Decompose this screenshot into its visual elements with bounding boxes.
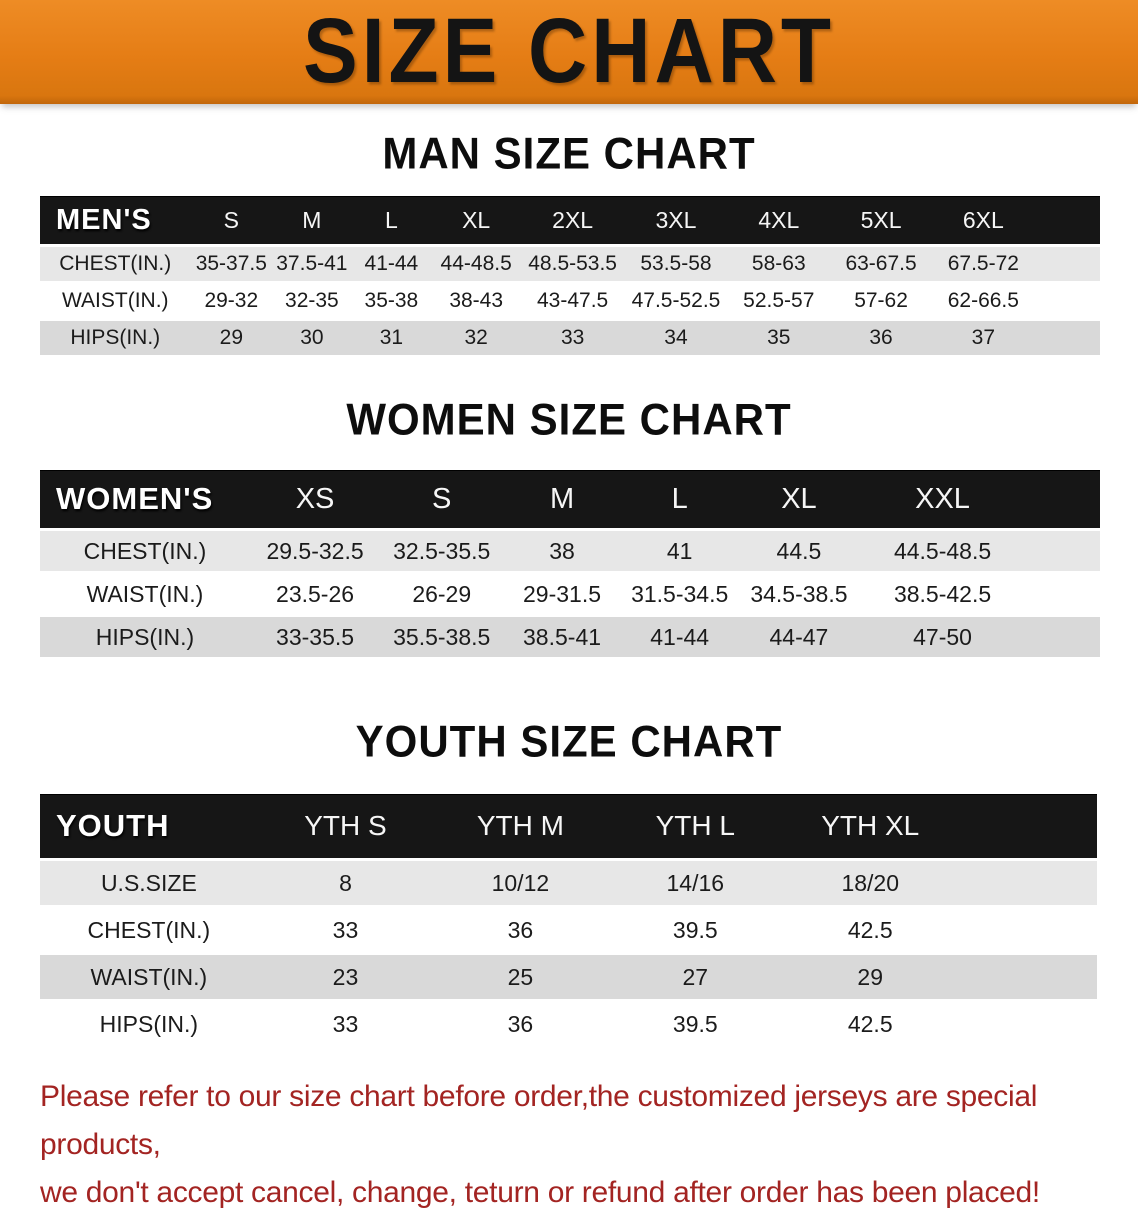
disclaimer-note xyxy=(40,1073,1138,1217)
size-header-cell: YTH L xyxy=(608,794,783,858)
measure-row xyxy=(40,247,1100,281)
value-cell: 47.5-52.5 xyxy=(624,284,728,318)
size-header-cell: 3XL xyxy=(624,196,728,244)
row-label: WAIST(IN.) xyxy=(40,955,258,999)
value-cell: 47-50 xyxy=(859,617,1025,657)
row-label: CHEST(IN.) xyxy=(40,531,250,571)
value-cell: 33 xyxy=(258,1002,433,1046)
size-header-cell: M xyxy=(272,196,352,244)
size-header-cell: YTH XL xyxy=(783,794,957,858)
value-cell: 39.5 xyxy=(608,908,783,952)
table-header-row xyxy=(40,794,1097,858)
row-label: U.S.SIZE xyxy=(40,861,258,905)
row-spacer-cell xyxy=(1034,284,1100,318)
value-cell: 52.5-57 xyxy=(728,284,830,318)
measure-row xyxy=(40,861,1097,905)
value-cell: 29.5-32.5 xyxy=(250,531,380,571)
size-header-cell: L xyxy=(621,470,739,528)
value-cell: 38.5-41 xyxy=(503,617,621,657)
value-cell: 44-47 xyxy=(739,617,860,657)
measure-row xyxy=(40,321,1100,355)
row-spacer-cell xyxy=(957,908,1097,952)
size-header-cell: S xyxy=(191,196,273,244)
value-cell: 29-32 xyxy=(191,284,273,318)
value-cell: 35.5-38.5 xyxy=(380,617,503,657)
value-cell: 26-29 xyxy=(380,574,503,614)
banner xyxy=(0,0,1138,104)
table-header-row xyxy=(40,470,1100,528)
row-label: CHEST(IN.) xyxy=(40,908,258,952)
value-cell: 33 xyxy=(521,321,624,355)
value-cell: 41-44 xyxy=(352,247,432,281)
row-spacer-cell xyxy=(957,861,1097,905)
disclaimer-line-2: we don't accept cancel, change, teturn or refund after order has been placed! xyxy=(40,1176,1040,1209)
value-cell: 39.5 xyxy=(608,1002,783,1046)
table-title-cell: YOUTH xyxy=(40,794,258,858)
value-cell: 57-62 xyxy=(830,284,933,318)
value-cell: 29 xyxy=(783,955,957,999)
value-cell: 23.5-26 xyxy=(250,574,380,614)
measure-row xyxy=(40,1002,1097,1046)
row-label: WAIST(IN.) xyxy=(40,284,191,318)
value-cell: 48.5-53.5 xyxy=(521,247,624,281)
header-spacer-cell xyxy=(957,794,1097,858)
value-cell: 44-48.5 xyxy=(431,247,521,281)
measure-row xyxy=(40,617,1100,657)
value-cell: 10/12 xyxy=(433,861,607,905)
row-spacer-cell xyxy=(957,955,1097,999)
value-cell: 67.5-72 xyxy=(932,247,1034,281)
row-spacer-cell xyxy=(957,1002,1097,1046)
value-cell: 58-63 xyxy=(728,247,830,281)
value-cell: 33-35.5 xyxy=(250,617,380,657)
size-header-cell: XS xyxy=(250,470,380,528)
value-cell: 27 xyxy=(608,955,783,999)
size-header-cell: 4XL xyxy=(728,196,830,244)
size-header-cell: XL xyxy=(739,470,860,528)
row-spacer-cell xyxy=(1026,531,1100,571)
value-cell: 38 xyxy=(503,531,621,571)
value-cell: 44.5 xyxy=(739,531,860,571)
value-cell: 38-43 xyxy=(431,284,521,318)
value-cell: 43-47.5 xyxy=(521,284,624,318)
measure-row xyxy=(40,955,1097,999)
row-label: HIPS(IN.) xyxy=(40,617,250,657)
header-spacer-cell xyxy=(1034,196,1100,244)
value-cell: 42.5 xyxy=(783,908,957,952)
value-cell: 36 xyxy=(433,908,607,952)
row-spacer-cell xyxy=(1026,617,1100,657)
youth-section-heading: YOUTH SIZE CHART xyxy=(355,716,783,767)
men-size-table xyxy=(40,193,1100,358)
disclaimer-line-1: Please refer to our size chart before order,the customized jerseys are special products, xyxy=(40,1080,1038,1161)
page-title: SIZE CHART xyxy=(303,0,835,103)
value-cell: 34.5-38.5 xyxy=(739,574,860,614)
size-header-cell: 6XL xyxy=(932,196,1034,244)
size-header-cell: 5XL xyxy=(830,196,933,244)
value-cell: 44.5-48.5 xyxy=(859,531,1025,571)
value-cell: 25 xyxy=(433,955,607,999)
value-cell: 35-37.5 xyxy=(191,247,273,281)
value-cell: 38.5-42.5 xyxy=(859,574,1025,614)
value-cell: 30 xyxy=(272,321,352,355)
value-cell: 32-35 xyxy=(272,284,352,318)
row-label: WAIST(IN.) xyxy=(40,574,250,614)
size-header-cell: L xyxy=(352,196,432,244)
size-header-cell: M xyxy=(503,470,621,528)
women-size-table xyxy=(40,467,1100,660)
value-cell: 41-44 xyxy=(621,617,739,657)
value-cell: 29 xyxy=(191,321,273,355)
row-spacer-cell xyxy=(1034,321,1100,355)
size-header-cell: 2XL xyxy=(521,196,624,244)
row-spacer-cell xyxy=(1026,574,1100,614)
value-cell: 36 xyxy=(830,321,933,355)
value-cell: 8 xyxy=(258,861,433,905)
measure-row xyxy=(40,574,1100,614)
value-cell: 31 xyxy=(352,321,432,355)
value-cell: 37.5-41 xyxy=(272,247,352,281)
value-cell: 32.5-35.5 xyxy=(380,531,503,571)
value-cell: 37 xyxy=(932,321,1034,355)
measure-row xyxy=(40,908,1097,952)
value-cell: 36 xyxy=(433,1002,607,1046)
value-cell: 18/20 xyxy=(783,861,957,905)
value-cell: 29-31.5 xyxy=(503,574,621,614)
value-cell: 31.5-34.5 xyxy=(621,574,739,614)
table-header-row xyxy=(40,196,1100,244)
value-cell: 33 xyxy=(258,908,433,952)
size-header-cell: XXL xyxy=(859,470,1025,528)
table-title-cell: WOMEN'S xyxy=(40,470,250,528)
value-cell: 35 xyxy=(728,321,830,355)
header-spacer-cell xyxy=(1026,470,1100,528)
measure-row xyxy=(40,531,1100,571)
youth-size-table xyxy=(40,791,1097,1049)
value-cell: 53.5-58 xyxy=(624,247,728,281)
value-cell: 32 xyxy=(431,321,521,355)
women-section-heading: WOMEN SIZE CHART xyxy=(346,394,792,445)
size-header-cell: XL xyxy=(431,196,521,244)
row-spacer-cell xyxy=(1034,247,1100,281)
row-label: CHEST(IN.) xyxy=(40,247,191,281)
value-cell: 62-66.5 xyxy=(932,284,1034,318)
row-label: HIPS(IN.) xyxy=(40,1002,258,1046)
value-cell: 63-67.5 xyxy=(830,247,933,281)
row-label: HIPS(IN.) xyxy=(40,321,191,355)
size-header-cell: YTH M xyxy=(433,794,607,858)
value-cell: 35-38 xyxy=(352,284,432,318)
value-cell: 42.5 xyxy=(783,1002,957,1046)
men-section-heading: MAN SIZE CHART xyxy=(382,128,756,179)
size-header-cell: S xyxy=(380,470,503,528)
table-title-cell: MEN'S xyxy=(40,196,191,244)
value-cell: 23 xyxy=(258,955,433,999)
value-cell: 41 xyxy=(621,531,739,571)
measure-row xyxy=(40,284,1100,318)
value-cell: 14/16 xyxy=(608,861,783,905)
size-header-cell: YTH S xyxy=(258,794,433,858)
value-cell: 34 xyxy=(624,321,728,355)
